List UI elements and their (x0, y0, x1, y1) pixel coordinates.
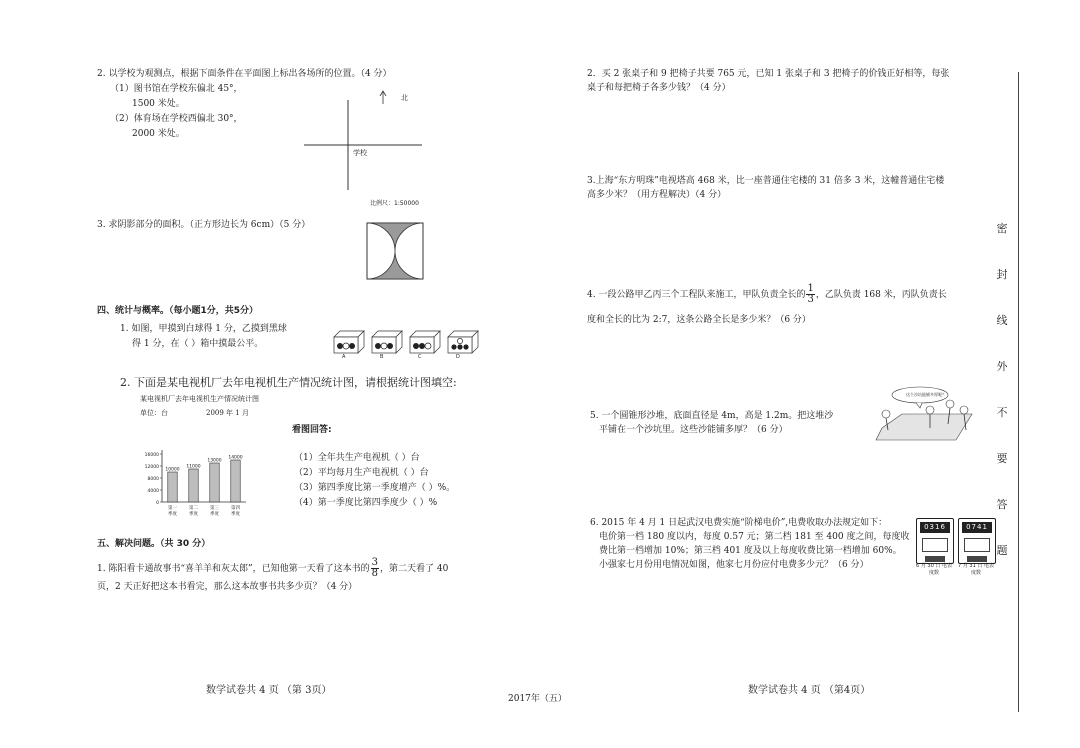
x-tick-label: 季度 (189, 512, 198, 517)
y-tick-label: 12000 (144, 465, 159, 470)
fraction-denominator: 3 (807, 294, 814, 305)
bar-value-label: 10000 (165, 467, 180, 473)
x-tick-label: 第四 (231, 506, 240, 511)
right-q4-line1 (587, 284, 947, 305)
right-q3-line1: 3.上海“东方明珠”电视塔高 468 米，比一座普通住宅楼的 31 倍多 3 米，这幢普通住宅楼 (587, 176, 945, 186)
meter-july-base (967, 556, 987, 562)
meter-july-dial (964, 538, 990, 552)
left-q2-item1: （1）图书馆在学校东偏北 45°， (110, 84, 243, 94)
bar-value-label: 11000 (186, 464, 201, 470)
left-q2-item1-dist: 1500 米处。 (132, 99, 185, 109)
y-tick-label: 16000 (144, 453, 159, 458)
section4-q2-text: 2. 下面是某电视机厂去年电视机生产情况统计图，请根据统计图填空: (120, 376, 457, 389)
section4-title: 四、统计与概率。（每小题1分，共5分） (97, 306, 259, 316)
bar (189, 469, 198, 502)
section4-q1-line2: 得 1 分，在（ ）箱中摸最公平。 (132, 339, 264, 349)
school-label: 学校 (353, 149, 367, 157)
scale-label: 比例尺：1:50000 (370, 200, 419, 207)
right-q4-part1: 4. 一段公路甲乙丙三个工程队来施工，甲队负责全长的 (587, 289, 806, 300)
right-footer: 数学试卷共 4 页 （第4页） (748, 685, 871, 696)
fraction-denominator: 8 (371, 568, 379, 579)
left-q3-text: 3. 求阴影部分的面积。（正方形边长为 6cm）（5 分） (97, 220, 311, 230)
meter-june (916, 518, 954, 564)
box-label-b: B (380, 354, 384, 360)
x-tick-label: 第一 (168, 506, 177, 511)
section5-q1-line2: 页，2 天正好把这本书看完，那么这本故事书共多少页？（4 分） (97, 582, 358, 592)
seal-char: 线 (996, 314, 1008, 327)
box-a (334, 331, 364, 353)
meter-june-label: 6 月 30 日 电表度数 (916, 563, 952, 576)
seal-char: 封 (996, 268, 1008, 281)
x-tick-label: 季度 (168, 512, 177, 517)
y-tick-label: 8000 (147, 477, 159, 482)
left-q2-text: 2. 以学校为观测点，根据下面条件在平面图上标出各场所的位置。（4 分） (97, 69, 392, 79)
x-tick-label: 季度 (231, 512, 240, 517)
compass-diagram (300, 88, 430, 198)
right-q3-line2: 高多少米？（用方程解决）（4 分） (587, 190, 727, 200)
section4-q1-line1: 1. 如图，甲摸到白球得 1 分，乙摸到黑球 (120, 324, 287, 334)
right-q6-line2: 电价第一档 180 度以内，每度 0.57 元；第二档 181 至 400 度之间，每度收 (599, 532, 910, 542)
section5-q1-line1 (97, 558, 448, 579)
bar-value-label: 13000 (207, 458, 222, 464)
x-tick-label: 季度 (210, 512, 219, 517)
y-tick-label: 4000 (147, 489, 159, 494)
box-b (372, 331, 402, 353)
tv-production-bar-chart (136, 442, 256, 524)
seal-char: 要 (996, 452, 1008, 465)
center-footer: 2017年（五） (508, 694, 567, 704)
answer-4: （4）第一季度比第四季度少（ ）% (294, 498, 438, 508)
meter-july-label: 7 月 31 日 电表度数 (958, 563, 994, 576)
fraction-numerator: 3 (371, 557, 379, 568)
seal-char: 答 (996, 498, 1008, 511)
meter-june-reading: 0316 (920, 522, 950, 533)
box-label-a: A (342, 354, 346, 360)
binding-line (1018, 72, 1019, 712)
box-d (448, 331, 478, 353)
x-tick-label: 第二 (189, 506, 198, 511)
right-q5-line2: 平铺在一个沙坑里。这些沙能铺多厚？（6 分） (599, 425, 788, 435)
meter-july (958, 518, 996, 564)
left-q2-item2: （2）体育场在学校西偏北 30°， (110, 114, 243, 124)
box-label-d: D (456, 354, 460, 360)
right-q4-line2: 度和全长的比为 2:7，这条公路全长是多少米？（6 分） (587, 315, 811, 325)
bar (210, 463, 219, 502)
chart-unit: 单位：台 (140, 409, 168, 417)
meter-june-base (925, 556, 945, 562)
box-label-c: C (418, 354, 422, 360)
right-q5-line1: 5. 一个圆锥形沙堆，底面直径是 4m，高是 1.2m。把这堆沙 (590, 411, 834, 421)
box-c (410, 331, 440, 353)
north-label: 北 (401, 94, 408, 102)
left-q2-item2-dist: 2000 米处。 (132, 129, 185, 139)
chart-title: 某电视机厂去年电视机生产情况统计图 (140, 395, 259, 403)
fraction-numerator: 1 (807, 283, 814, 294)
fraction-3-8 (371, 558, 379, 579)
meter-june-dial (922, 538, 948, 552)
chart-date: 2009 年 1 月 (206, 409, 249, 417)
seal-char: 外 (996, 360, 1008, 373)
seal-char: 题 (996, 544, 1008, 557)
shaded-square-figure (366, 222, 424, 280)
left-footer: 数学试卷共 4 页 （第 3页） (206, 685, 332, 696)
answer-2: （2）平均每月生产电视机（ ）台 (294, 468, 429, 478)
x-tick-label: 第三 (210, 506, 219, 511)
answer-1: （1）全年共生产电视机（ ）台 (294, 453, 420, 463)
right-q6-line1: 6. 2015 年 4 月 1 日起武汉电费实施“阶梯电价”,电费收取办法规定如下： (590, 518, 888, 528)
right-q6-line3: 费比第一档增加 10%；第三档 401 度及以上每度收费比第一档增加 60%。 (599, 546, 902, 556)
bar (231, 460, 240, 502)
meter-july-reading: 0741 (962, 522, 992, 533)
seal-char: 不 (996, 406, 1008, 419)
bar (168, 472, 177, 502)
section5-q1-part2: ，第二天看了 40 (380, 563, 449, 574)
section5-q1-part1: 1. 陈阳看卡通故事书“喜羊羊和灰太郎”，已知他第一天看了这本书的 (97, 563, 370, 574)
y-tick-label: 0 (156, 501, 159, 506)
right-q2-line2: 桌子和每把椅子各多少钱？（4 分） (587, 83, 731, 93)
answer-3: （3）第四季度比第一季度增产（ ）%。 (294, 483, 456, 493)
right-q6-line4: 小强家七月份用电情况如图，他家七月份应付电费多少元？（6 分） (599, 560, 869, 570)
right-q4-part2: ，乙队负责 168 米，丙队负责长 (815, 289, 947, 300)
seal-char: 密 (996, 222, 1008, 235)
right-q2-line1: 2．买 2 张桌子和 9 把椅子共要 765 元，已知 1 张桌子和 3 把椅子的价钱正好相等，每张 (587, 69, 950, 79)
bar-value-label: 14000 (228, 455, 243, 461)
answer-title: 看图回答: (292, 425, 332, 435)
speech-bubble-text: 这个沙坑能铺多厚呢？ (906, 392, 946, 397)
fraction-1-3 (806, 284, 814, 305)
section5-title: 五、解决问题。（共 30 分） (97, 539, 211, 549)
